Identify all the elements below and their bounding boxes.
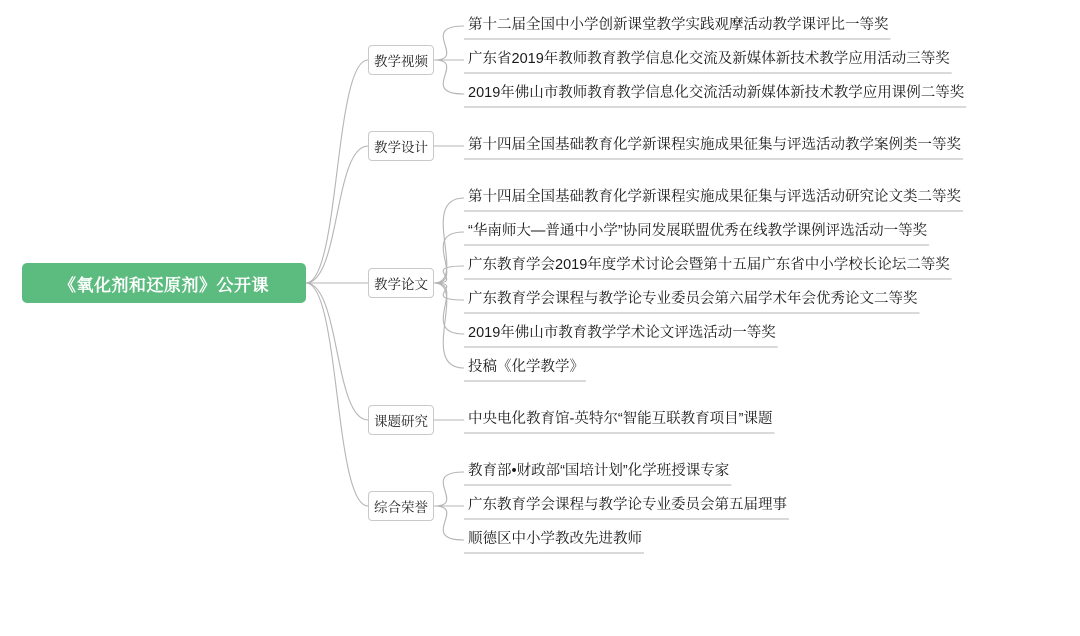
leaf-node[interactable]: 第十四届全国基础教育化学新课程实施成果征集与评选活动研究论文类二等奖 [468, 189, 961, 206]
leaf-node[interactable]: 广东教育学会课程与教学论专业委员会第六届学术年会优秀论文二等奖 [468, 291, 918, 308]
leaf-node[interactable]: 2019年佛山市教师教育教学信息化交流活动新媒体新技术教学应用课例二等奖 [468, 85, 965, 102]
branch-node[interactable]: 教学设计 [368, 131, 434, 161]
leaf-node[interactable]: 教育部•财政部“国培计划”化学班授课专家 [468, 463, 730, 480]
leaf-node[interactable]: 广东教育学会课程与教学论专业委员会第五届理事 [468, 497, 787, 514]
leaf-node[interactable]: 广东省2019年教师教育教学信息化交流及新媒体新技术教学应用活动三等奖 [468, 51, 950, 68]
leaf-node[interactable]: “华南师大—普通中小学”协同发展联盟优秀在线教学课例评选活动一等奖 [468, 223, 928, 240]
root-node[interactable]: 《氧化剂和还原剂》公开课 [22, 263, 306, 303]
leaf-node[interactable]: 2019年佛山市教育教学学术论文评选活动一等奖 [468, 325, 776, 342]
leaf-node[interactable]: 第十二届全国中小学创新课堂教学实践观摩活动教学课评比一等奖 [468, 17, 889, 34]
leaf-node[interactable]: 广东教育学会2019年度学术讨论会暨第十五届广东省中小学校长论坛二等奖 [468, 257, 950, 274]
branch-node[interactable]: 课题研究 [368, 405, 434, 435]
leaf-node[interactable]: 投稿《化学教学》 [468, 359, 584, 376]
leaf-node[interactable]: 顺德区中小学教改先进教师 [468, 531, 642, 548]
branch-node[interactable]: 综合荣誉 [368, 491, 434, 521]
leaf-node[interactable]: 第十四届全国基础教育化学新课程实施成果征集与评选活动教学案例类一等奖 [468, 137, 961, 154]
branch-node[interactable]: 教学论文 [368, 268, 434, 298]
leaf-node[interactable]: 中央电化教育馆-英特尔“智能互联教育项目”课题 [468, 411, 773, 428]
branch-node[interactable]: 教学视频 [368, 45, 434, 75]
